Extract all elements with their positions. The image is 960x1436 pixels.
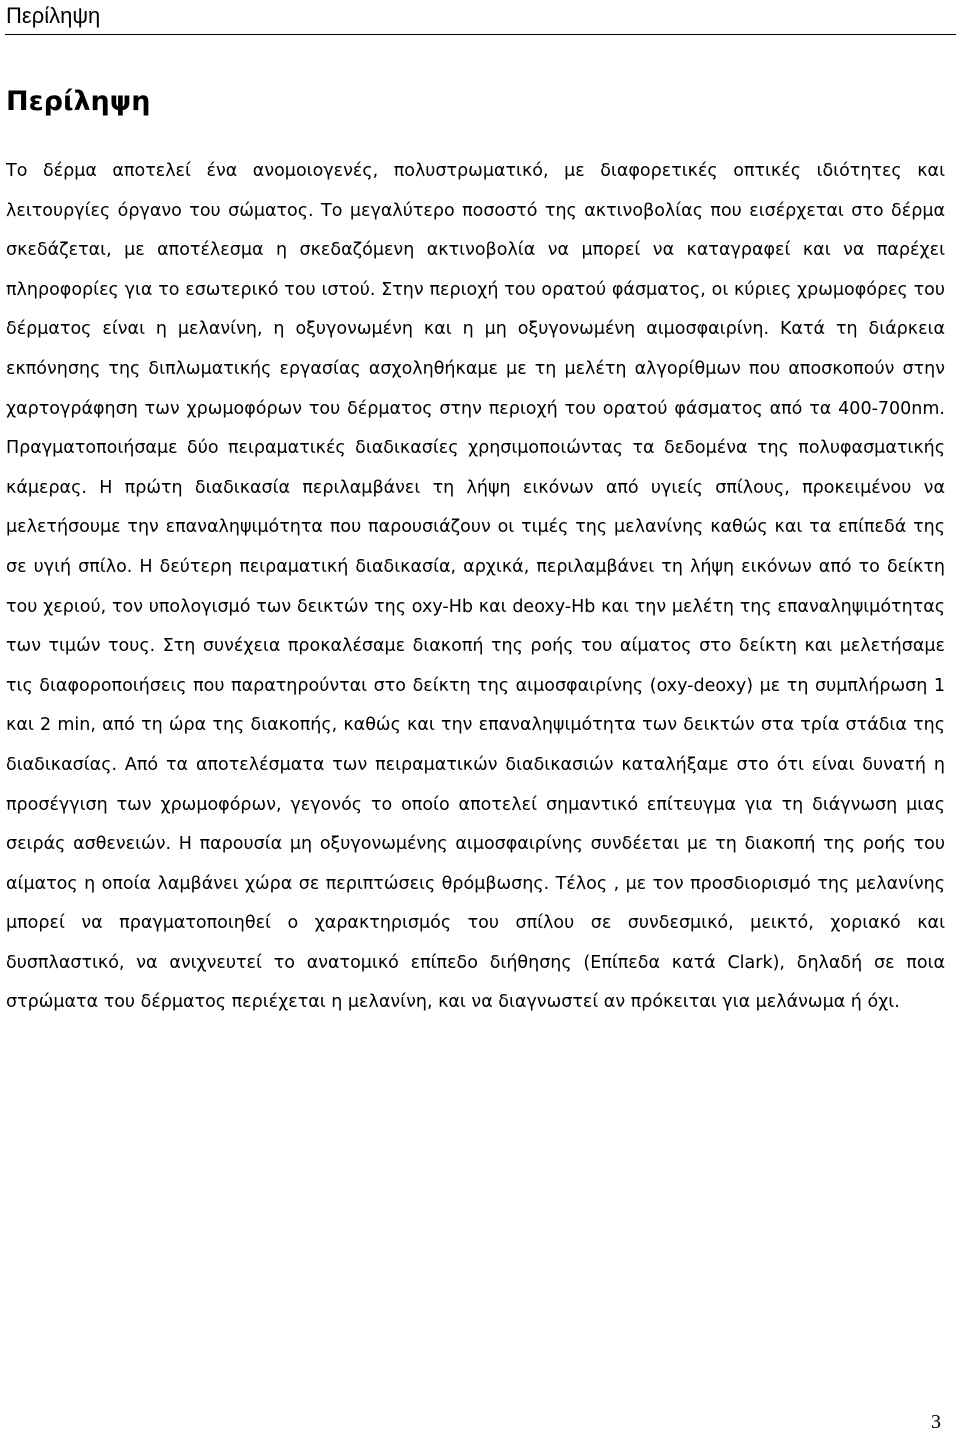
running-header: Περίληψη bbox=[6, 3, 101, 28]
page-number: 3 bbox=[931, 1411, 941, 1433]
abstract-paragraph: Το δέρμα αποτελεί ένα ανομοιογενές, πολυστρωματικό, με διαφορετικές οπτικές ιδιότητες και λειτουργίες όργανο του σώματος. Το μεγαλύτερο ποσοστό της ακτινοβολίας που εισέρχεται στο δέρμα σκεδάζεται, με αποτέλεσμα η σκεδαζόμενη ακτινοβολία να μπορεί να καταγραφεί και να παρέχει πληροφορίες για το εσωτερικό του ιστού. Στην περιοχή του ορατού φάσματος, οι κύριες χρωμοφόρες του δέρματος είναι η μελανίνη, η οξυγονωμένη και η μη οξυγονωμένη αιμοσφαιρίνη. Κατά τη διάρκεια εκπόνησης της διπλωματικής εργασίας ασχοληθήκαμε με τη μελέτη αλγορίθμων που αποσκοπούν στην χαρτογράφηση των χρωμοφόρων του δέρματος στην περιοχή του ορατού φάσματος από τα 400-700nm. Πραγματοποιήσαμε δύο πειραματικές διαδικασίες χρησιμοποιώντας τα δεδομένα της πολυφασματικής κάμερας. Η πρώτη διαδικασία περιλαμβάνει τη λήψη εικόνων από υγιείς σπίλους, προκειμένου να μελετήσουμε την επαναληψιμότητα που παρουσιάζουν οι τιμές της μελανίνης καθώς και τα επίπεδά της σε υγιή σπίλο. Η δεύτερη πειραματική διαδικασία, αρχικά, περιλαμβάνει τη λήψη εικόνων από το δείκτη του χεριού, τον υπολογισμό των δεικτών της oxy-Hb και deoxy-Hb και την μελέτη της επαναληψιμότητας των τιμών τους. Στη συνέχεια προκαλέσαμε διακοπή της ροής του αίματος στο δείκτη και μελετήσαμε τις διαφοροποιήσεις που παρατηρούνται στο δείκτη της αιμοσφαιρίνης (oxy-deoxy) με τη συμπλήρωση 1 και 2 min, από τη ώρα της διακοπής, καθώς και την επαναληψιμότητα των δεικτών στα τρία στάδια της διαδικασίας. Από τα αποτελέσματα των πειραματικών διαδικασιών καταλήξαμε στο ότι είναι δυνατή η προσέγγιση των χρωμοφόρων, γεγονός το οποίο αποτελεί σημαντικό επίτευγμα για τη διάγνωση μιας σειράς ασθενειών. Η παρουσία μη οξυγονωμένης αιμοσφαιρίνης συνδέεται με τη διακοπή της ροής του αίματος η οποία λαμβάνει χώρα σε περιπτώσεις θρόμβωσης. Τέλος , με τον προσδιορισμό της μελανίνης μπορεί να πραγματοποιηθεί ο χαρακτηρισμός του σπίλου σε συνδεσμικό, μεικτό, χοριακό και δυσπλαστικό, να ανιχνευτεί το ανατομικό επίπεδο διήθησης (Επίπεδα κατά Clark), δηλαδή σε ποια στρώματα του δέρματος περιέχεται η μελανίνη, και να διαγνωστεί αν πρόκειται για μελάνωμα ή όχι. bbox=[6, 161, 945, 1013]
header-divider bbox=[5, 34, 956, 35]
section-title: Περίληψη bbox=[6, 86, 151, 117]
